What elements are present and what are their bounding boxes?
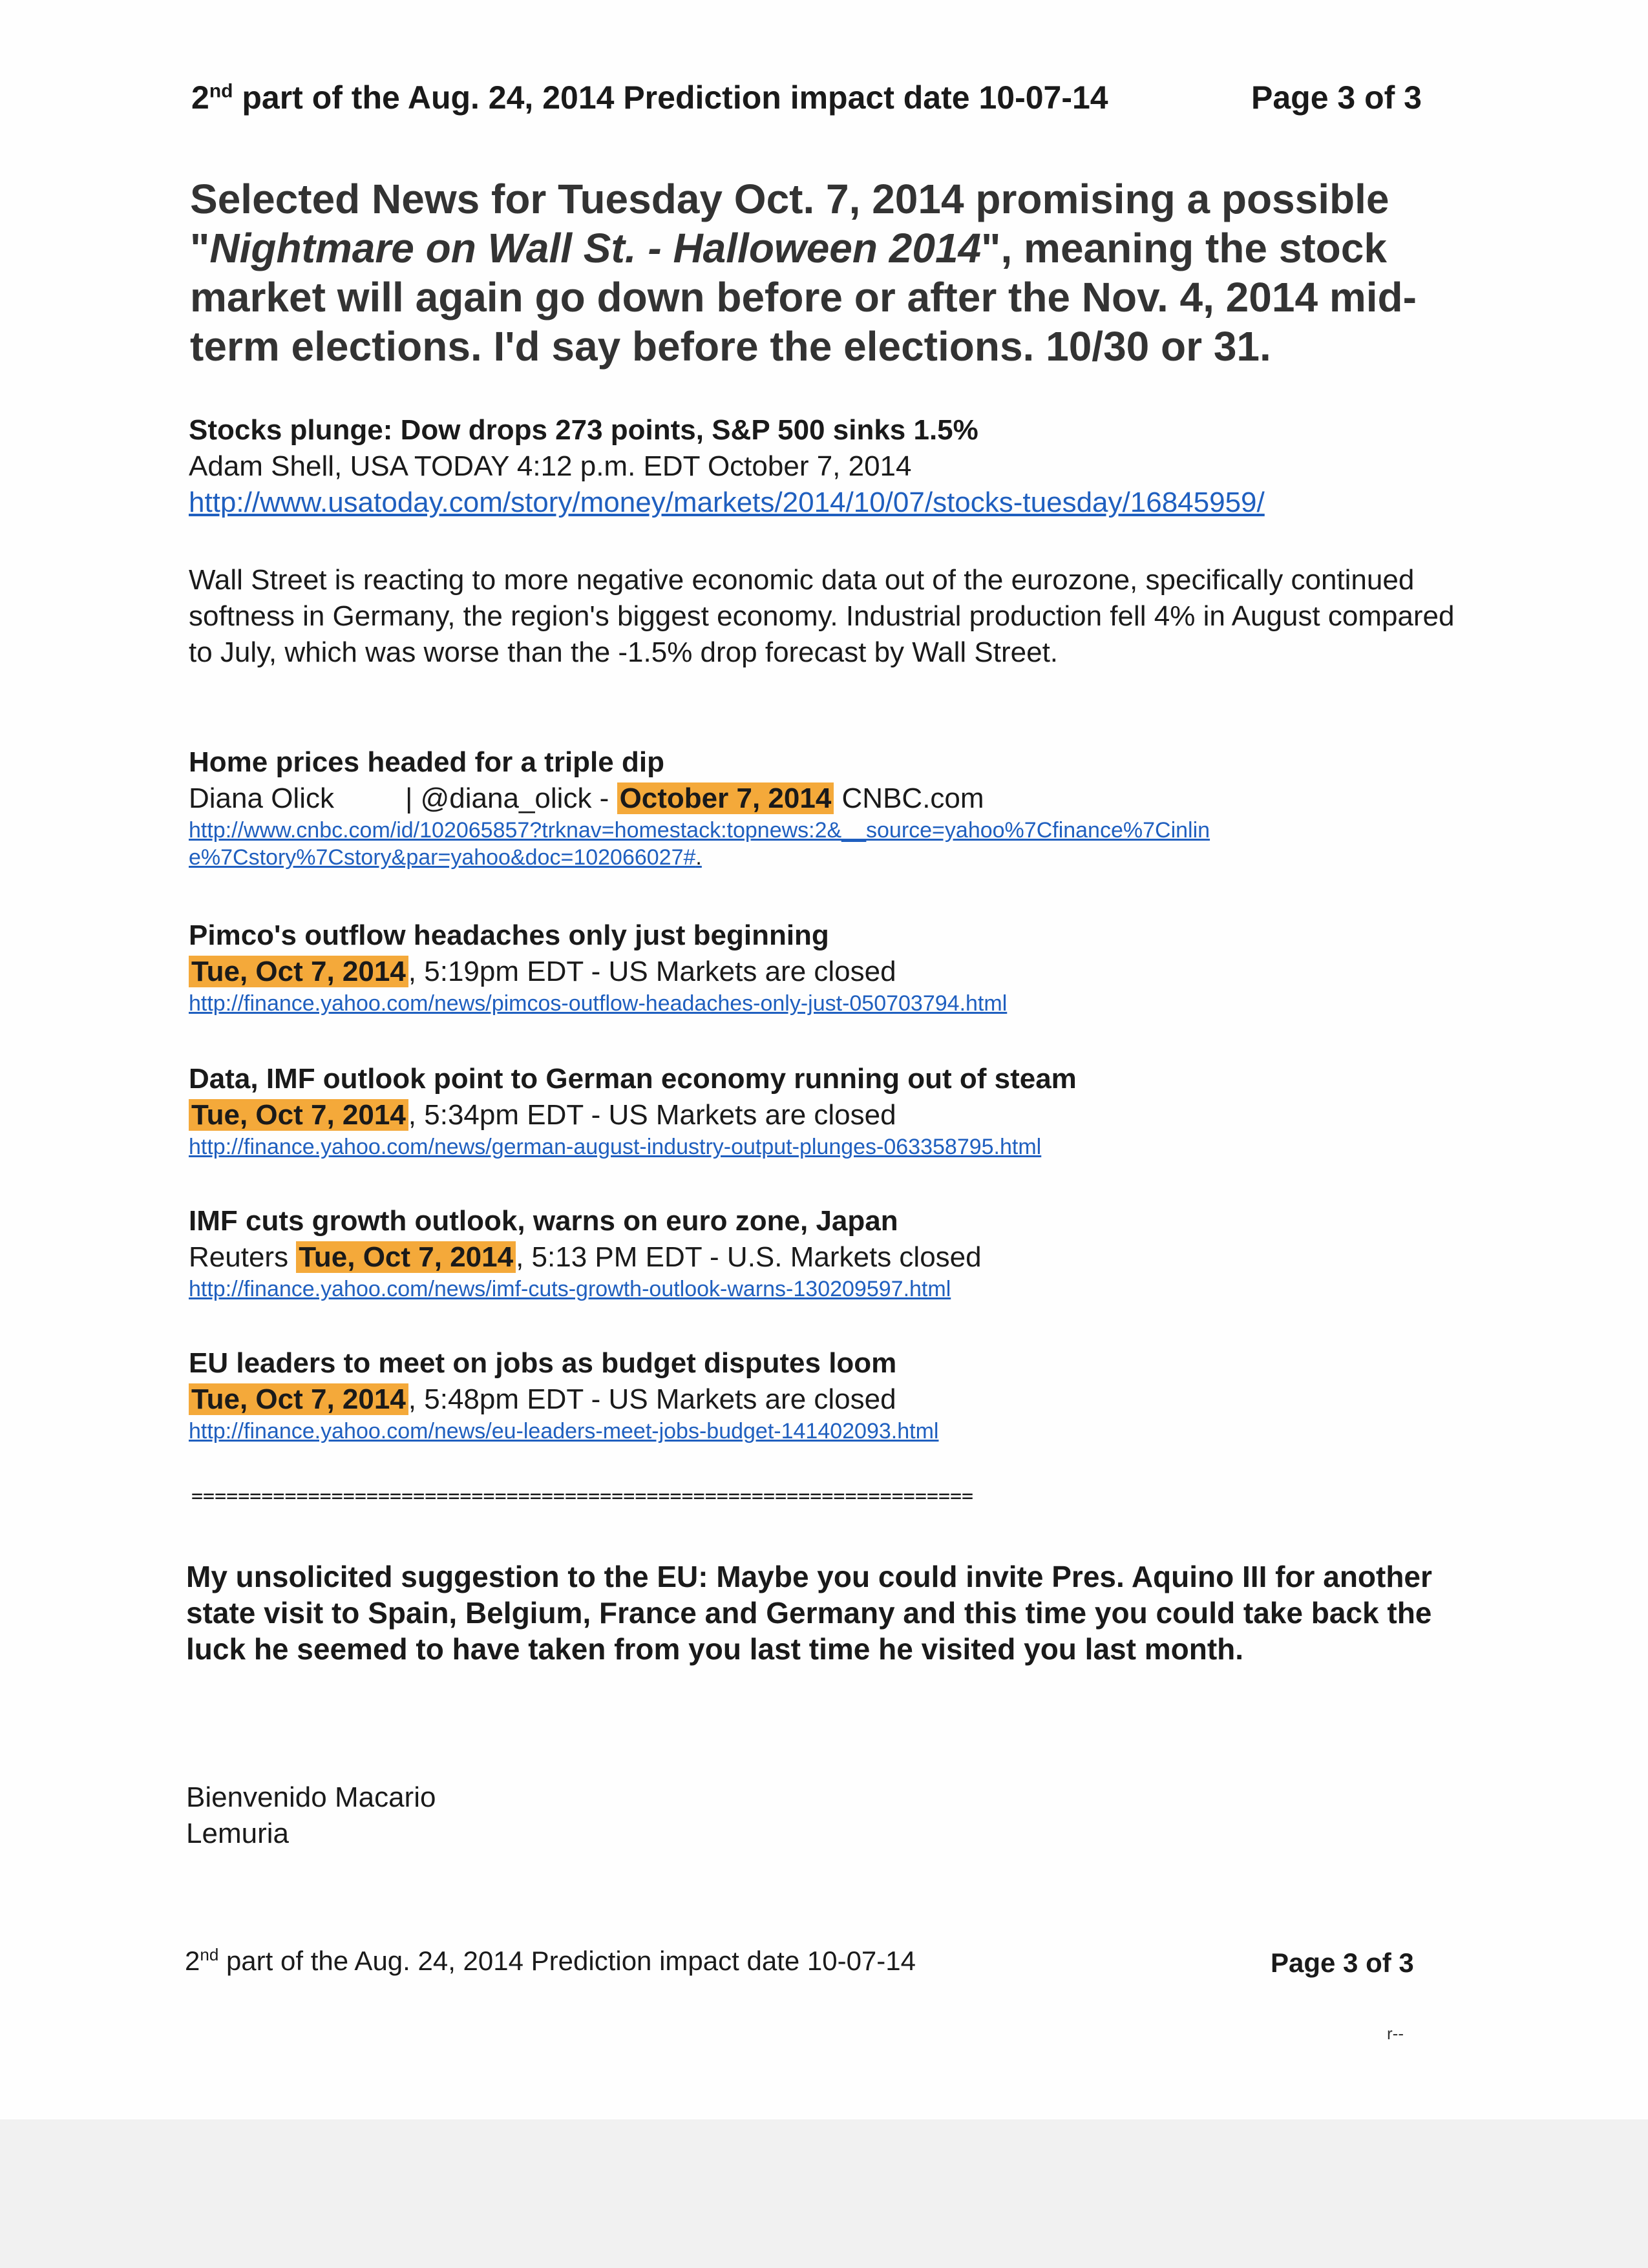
article-source: CNBC.com	[834, 782, 984, 814]
article-author: Diana Olick | @diana_olick -	[189, 782, 617, 814]
highlighted-date: Tue, Oct 7, 2014	[189, 1099, 408, 1131]
article-source: Reuters	[189, 1241, 297, 1273]
article-stocks-plunge	[189, 412, 1481, 521]
article-link-continued[interactable]	[189, 844, 1481, 871]
signature-place: Lemuria	[186, 1818, 289, 1849]
article-meta	[189, 1239, 1481, 1276]
article-meta	[189, 781, 1481, 817]
article-link-line-1[interactable]: http://www.cnbc.com/id/102065857?trknav=homestack:topnews:2&__source=yahoo%7Cfinance%7Cinlin	[189, 818, 1210, 843]
article-pimco	[189, 918, 1481, 1017]
article-link[interactable]: http://finance.yahoo.com/news/pimcos-outflow-headaches-only-just-050703794.html	[189, 991, 1008, 1016]
signature	[186, 1780, 436, 1852]
article-time: , 5:34pm EDT - US Markets are closed	[408, 1099, 896, 1131]
separator-line: ===================================================================	[191, 1485, 974, 1507]
footer-page-number: Page 3 of 3	[1271, 1948, 1414, 1978]
page-footer	[185, 1945, 916, 1977]
article-german-economy	[189, 1061, 1481, 1160]
article-meta	[189, 1097, 1481, 1133]
article-time: , 5:19pm EDT - US Markets are closed	[408, 956, 896, 987]
article-link-line-2[interactable]: e%7Cstory%7Cstory&par=yahoo&doc=102066027#	[189, 845, 696, 870]
footer-ordinal-suffix: nd	[200, 1945, 219, 1964]
signature-name: Bienvenido Macario	[186, 1781, 436, 1813]
article-meta	[189, 954, 1481, 990]
article-title: IMF cuts growth outlook, warns on euro zone, Japan	[189, 1205, 898, 1237]
article-title: Home prices headed for a triple dip	[189, 746, 664, 778]
article-title: Data, IMF outlook point to German economy running out of steam	[189, 1063, 1077, 1095]
header-page-number: Page 3 of 3	[1251, 79, 1422, 116]
header-ordinal: 2	[191, 79, 209, 116]
article-eu-leaders	[189, 1345, 1481, 1445]
article-link[interactable]	[189, 817, 1481, 844]
article-meta	[189, 1381, 1481, 1418]
footer-ordinal: 2	[185, 1946, 200, 1976]
suggestion-paragraph: My unsolicited suggestion to the EU: Maybe you could invite Pres. Aquino III for another state visit to Spain, Belgium, France and Germany and this time you could take back the luck he seemed to have taken from you last time he visited you last month.	[186, 1560, 1432, 1666]
link-period: .	[695, 845, 702, 870]
header-text: part of the Aug. 24, 2014 Prediction impact date 10-07-14	[233, 79, 1108, 116]
highlighted-date: October 7, 2014	[617, 782, 834, 814]
article-title: Pimco's outflow headaches only just beginning	[189, 919, 829, 951]
stray-mark: r--	[1387, 2024, 1404, 2043]
highlighted-date: Tue, Oct 7, 2014	[189, 956, 408, 987]
article-title: Stocks plunge: Dow drops 273 points, S&P 500 sinks 1.5%	[189, 414, 978, 446]
article-link[interactable]: http://finance.yahoo.com/news/imf-cuts-growth-outlook-warns-130209597.html	[189, 1277, 951, 1301]
scan-margin	[0, 2119, 1648, 2268]
highlighted-date: Tue, Oct 7, 2014	[189, 1383, 408, 1415]
headline	[190, 174, 1483, 371]
article-link[interactable]: http://finance.yahoo.com/news/eu-leaders-meet-jobs-budget-141402093.html	[189, 1419, 939, 1444]
headline-part-2: ", meaning the stock market will again go down before or after the Nov. 4, 2014 mid-term elections. I'd say before the elections. 10/30 or 31.	[190, 225, 1417, 370]
article-link[interactable]: http://www.usatoday.com/story/money/markets/2014/10/07/stocks-tuesday/16845959/	[189, 487, 1265, 518]
article-time: , 5:13 PM EDT - U.S. Markets closed	[516, 1241, 982, 1273]
page-header	[191, 79, 1108, 116]
article-meta: Adam Shell, USA TODAY 4:12 p.m. EDT October 7, 2014	[189, 450, 912, 482]
article-paragraph: Wall Street is reacting to more negative economic data out of the eurozone, specifically continued softness in Germany, the region's biggest economy. Industrial production fell 4% in August compared to July, which was worse than the -1.5% drop forecast by Wall Street.	[189, 564, 1455, 668]
article-title: EU leaders to meet on jobs as budget disputes loom	[189, 1347, 897, 1379]
article-imf-cuts	[189, 1203, 1481, 1303]
headline-italic: Nightmare on Wall St. - Halloween 2014	[209, 225, 982, 271]
article-home-prices	[189, 744, 1481, 871]
highlighted-date: Tue, Oct 7, 2014	[296, 1241, 516, 1273]
headline-part-1: Selected News for Tuesday Oct. 7, 2014 promising a possible "	[190, 176, 1389, 271]
footer-text: part of the Aug. 24, 2014 Prediction impact date 10-07-14	[218, 1946, 916, 1976]
header-ordinal-suffix: nd	[209, 80, 233, 102]
article-link[interactable]: http://finance.yahoo.com/news/german-august-industry-output-plunges-063358795.html	[189, 1135, 1042, 1159]
article-time: , 5:48pm EDT - US Markets are closed	[408, 1383, 896, 1415]
